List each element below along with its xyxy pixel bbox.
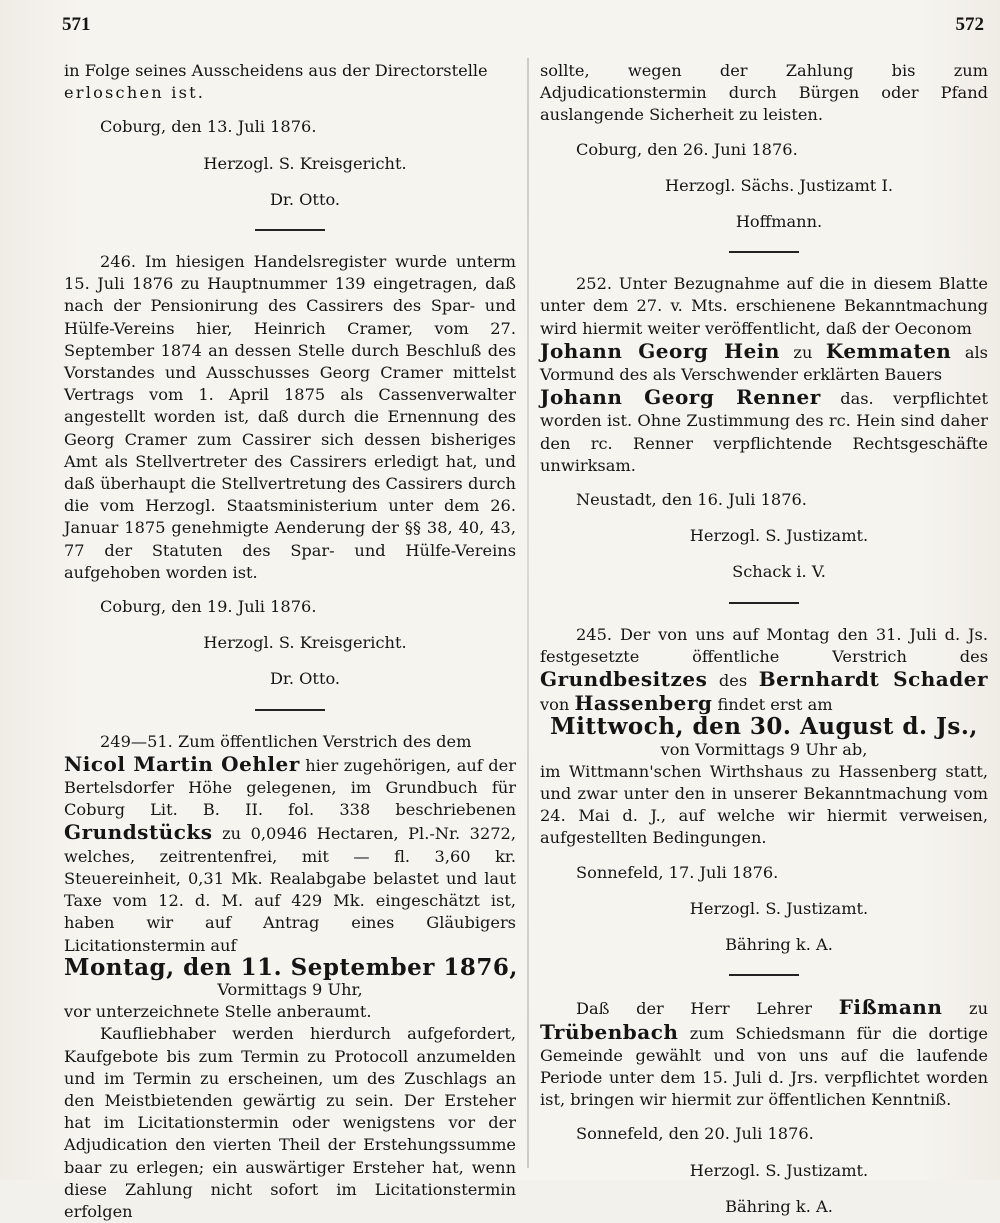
village-name: Trübenbach (540, 1019, 679, 1044)
continuation-signature: Hoffmann. (735, 212, 823, 232)
section-rule (729, 602, 799, 604)
notice-249-text (64, 731, 516, 957)
notice-245-des: des (707, 671, 759, 691)
continuation-text: sollte, wegen der Zahlung bis zum Adjudicationstermin durch Bürgen oder Pfand auslangende Sicherheit zu leisten. (540, 61, 988, 125)
owner-name: Nicol Martin Oehler (64, 751, 300, 776)
owner-name: Bernhardt Schader (758, 667, 988, 692)
notice-245-part1: 245. Der von uns auf Montag den 31. Juli d. Js. festgesetzte öffentliche Verstrich des (540, 624, 988, 666)
intro-signature: Dr. Otto. (269, 189, 341, 209)
notice-252-signature: Schack i. V. (732, 562, 826, 582)
notice-245-court: Herzogl. S. Justizamt. (689, 898, 869, 918)
notice-252-text (540, 273, 988, 477)
notice-245-signature: Bähring k. A. (725, 935, 833, 955)
auction-time: Vormittags 9 Uhr, (217, 979, 363, 999)
left-column (64, 60, 516, 1223)
schiedsmann-signature: Bähring k. A. (725, 1196, 833, 1216)
notice-246 (64, 251, 516, 691)
notice-246-place-date: Coburg, den 19. Juli 1876. (100, 597, 317, 617)
notice-249-part2: hier zugehörigen, auf der Bertelsdorfer Höhe gelegenen, im Grundbuch für Coburg Lit. B. II. fol. 338 beschriebenen (64, 755, 516, 820)
auction-date: Mittwoch, den 30. August d. Js., (550, 713, 978, 741)
guardian-village: Kemmaten (825, 338, 952, 363)
intro-line-2: erloschen ist. (64, 83, 206, 103)
page-number-right: 572 (955, 14, 984, 35)
notice-245-text (540, 624, 988, 717)
section-rule (729, 251, 799, 253)
notice-252-part3: das. verpflichtet worden ist. Ohne Zustimmung des rc. Hein sind daher den rc. Renner verpflichtende Rechtsgeschäfte unwirksam. (540, 389, 988, 475)
notice-252-part2: als Vormund des als Verschwender erklärten Bauers (540, 342, 988, 385)
continuation-court: Herzogl. Sächs. Justizamt I. (665, 175, 893, 195)
notice-252-zu: zu (779, 342, 826, 362)
notice-245-von: von (540, 695, 575, 715)
notice-schiedsmann (540, 996, 988, 1218)
section-rule (729, 974, 799, 976)
notice-249-part3: zu 0,0946 Hectaren, Pl.-Nr. 3272, welches, zeitrentenfrei, mit — fl. 3,60 kr. Steuereinheit, 0,31 Mk. Realabgabe belastet und laut Taxe vom 12. d. M. auf 429 Mk. eingeschätzt ist, haben wir auf Antrag eines Gläubigers Licitationstermin auf (64, 824, 516, 955)
notice-249-part5: Kaufliebhaber werden hierdurch aufgefordert, Kaufgebote bis zum Termin zu Protocoll anzumelden und im Termin zu erscheinen, um des Zuschlags an den Meistbietenden gewärtig zu sein. Der Ersteher hat im Licitationstermin oder wenigstens vor der Adjudication den vierten Theil der Erstehungssumme baar zu erlegen; ein auswärtiger Ersteher hat, wenn diese Zahlung nicht sofort im Licitationstermin erfolgen (64, 1024, 516, 1221)
page-number-left: 571 (62, 14, 91, 35)
notice-continuation-left (64, 60, 516, 211)
auction-date: Montag, den 11. September 1876, (64, 953, 518, 981)
section-rule (255, 709, 325, 711)
notice-252-place-date: Neustadt, den 16. Juli 1876. (576, 490, 807, 510)
schiedsmann-court: Herzogl. S. Justizamt. (689, 1160, 869, 1180)
notice-252-part1: 252. Unter Bezugnahme auf die in diesem Blatte unter dem 27. v. Mts. erschienene Bekanntmachung wird hiermit weiter veröffentlicht, daß der Oeconom (540, 274, 988, 338)
intro-line-1: in Folge seines Ausscheidens aus der Directorstelle (64, 61, 488, 80)
guardian-name: Johann Georg Hein (540, 338, 780, 363)
schiedsmann-text (540, 996, 988, 1111)
schiedsmann-place-date: Sonnefeld, den 20. Juli 1876. (576, 1124, 814, 1144)
grundbesitzes-word: Grundbesitzes (540, 667, 708, 692)
notice-246-signature: Dr. Otto. (269, 669, 341, 689)
continuation-place-date: Coburg, den 26. Juni 1876. (576, 139, 798, 159)
notice-245-part2: findet erst am (712, 695, 833, 715)
grundstuecks-word: Grundstücks (64, 820, 213, 845)
notice-252-court: Herzogl. S. Justizamt. (689, 526, 869, 546)
notice-249 (64, 731, 516, 1223)
auction-time: von Vormittags 9 Uhr ab, (660, 739, 868, 759)
notice-245-place-date: Sonnefeld, 17. Juli 1876. (576, 862, 779, 882)
section-rule (255, 229, 325, 231)
notice-246-text: 246. Im hiesigen Handelsregister wurde unterm 15. Juli 1876 zu Hauptnummer 139 eingetragen, daß nach der Pensionirung des Cassirers des Spar- und Hülfe-Vereins hier, Heinrich Cramer, vom 27. September 1874 an dessen Stelle durch Beschluß des Vorstandes und Ausschusses Georg Cramer mittelst Vertrags vom 1. April 1875 als Cassenverwalter angestellt worden ist, daß durch die Ernennung des Georg Cramer zum Cassirer sich dessen bisheriges Amt als Stellvertreter des Cassirers erledigt hat, und daß überhaupt die Stellvertretung des Cassirers durch die vom Herzogl. Staatsministerium unter dem 26. Januar 1875 genehmigte Aenderung der §§ 38, 40, 43, 77 der Statuten des Spar- und Hülfe-Vereins aufgehoben worden ist. (64, 252, 516, 582)
notice-245 (540, 624, 988, 957)
column-divider (527, 58, 529, 1168)
intro-court: Herzogl. S. Kreisgericht. (203, 153, 407, 173)
notice-249-part1: 249—51. Zum öffentlichen Verstrich des dem (100, 731, 472, 751)
schiedsmann-part2: zum Schiedsmann für die dortige Gemeinde gewählt und von uns auf die laufende Periode unter dem 15. Juli d. Jrs. verpflichtet worden ist, bringen wir hiermit zur öffentlichen Kenntniß. (540, 1023, 988, 1110)
notice-245-part3: im Wittmann'schen Wirthshaus zu Hassenberg statt, und zwar unter den in unserer Bekanntmachung vom 24. Mai d. J., auf welche wir hiermit verweisen, aufgestellten Bedingungen. (540, 761, 988, 848)
intro-place-date: Coburg, den 13. Juli 1876. (100, 117, 317, 137)
notice-252 (540, 273, 988, 583)
teacher-name: Fißmann (838, 995, 943, 1020)
schiedsmann-part1: Daß der Herr Lehrer (576, 999, 839, 1019)
village-name: Hassenberg (574, 691, 713, 716)
notice-249-part4: vor unterzeichnete Stelle anberaumt. (64, 1002, 372, 1022)
schiedsmann-zu: zu (942, 999, 988, 1019)
right-column (540, 60, 988, 1218)
notice-246-court: Herzogl. S. Kreisgericht. (203, 633, 407, 653)
notice-continuation-right (540, 60, 988, 233)
ward-name: Johann Georg Renner (540, 385, 821, 410)
